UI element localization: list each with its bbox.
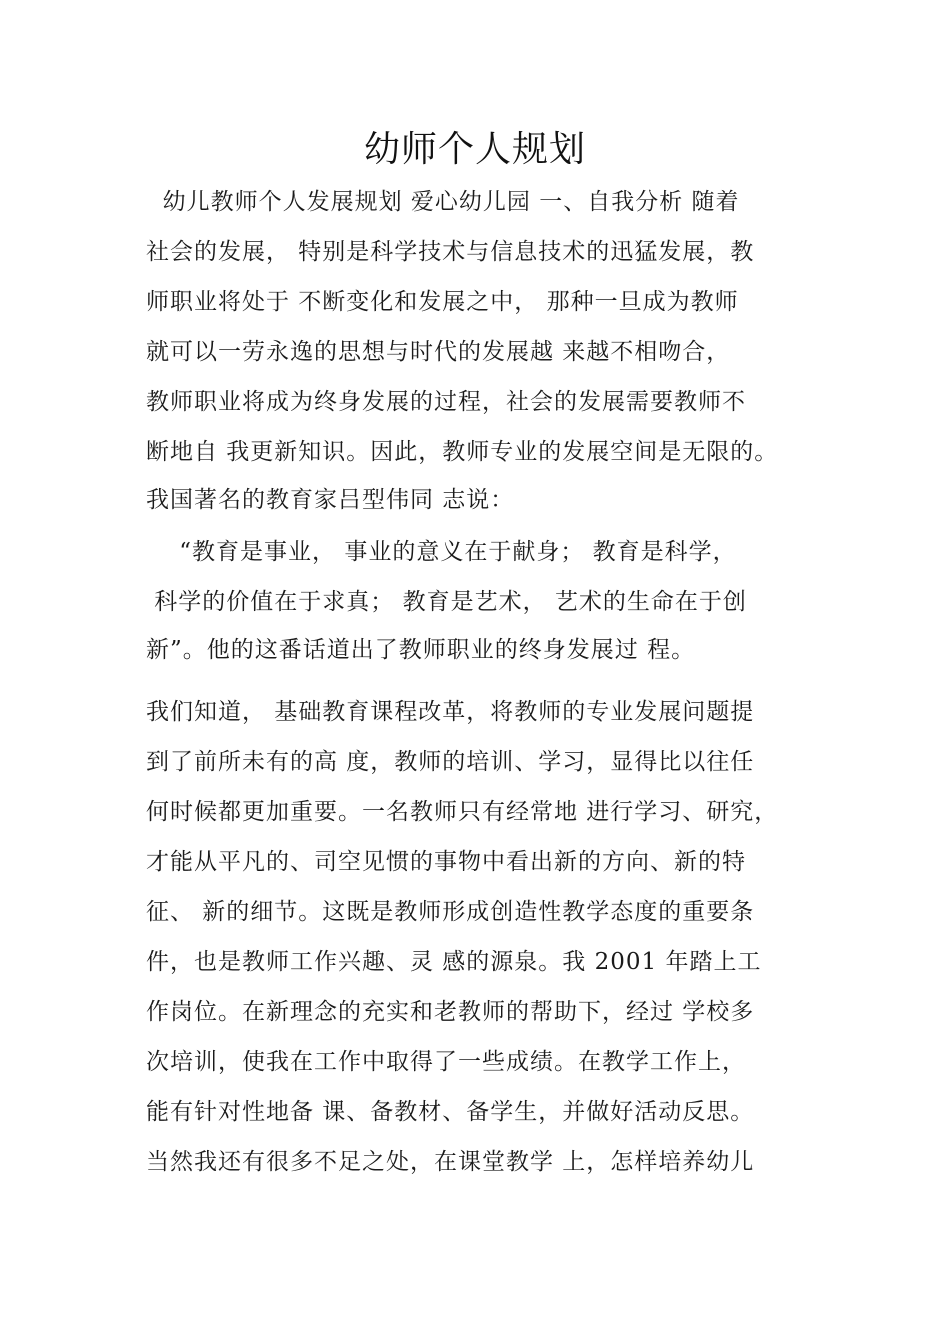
document-title: 幼师个人规划 (363, 129, 586, 170)
paragraph2-line-2: 到了前所未有的高 度，教师的培训、学习，显得比以往任 (146, 749, 755, 775)
paragraph1-line-5: 教师职业将成为终身发展的过程，社会的发展需要教师不 (146, 389, 746, 415)
paragraph1-line-1: 幼儿教师个人发展规划 爱心幼儿园 一、自我分析 随着 (146, 189, 740, 215)
paragraph2-line-6: 件，也是教师工作兴趣、灵 感的源泉。我 2001 年踏上工 (146, 949, 762, 975)
paragraph2-line-8: 次培训，使我在工作中取得了一些成绩。在教学工作上， (146, 1049, 746, 1075)
quote-line-2: 科学的价值在于求真； 教育是艺术， 艺术的生命在于创 (146, 589, 747, 615)
paragraph2-line-4: 才能从平凡的、司空见惯的事物中看出新的方向、新的特 (146, 849, 746, 875)
paragraph2-line-10: 当然我还有很多不足之处，在课堂教学 上，怎样培养幼儿 (146, 1149, 755, 1175)
quote-line-1: “教育是事业， 事业的意义在于献身； 教育是科学， (146, 539, 737, 565)
paragraph1-line-2: 社会的发展， 特别是科学技术与信息技术的迅猛发展，教 (146, 239, 755, 265)
quote-line-3: 新”。他的这番话道出了教师职业的终身发展过 程。 (146, 637, 696, 663)
paragraph2-line-1: 我们知道， 基础教育课程改革，将教师的专业发展问题提 (146, 699, 755, 725)
paragraph2-line-9: 能有针对性地备 课、备教材、备学生，并做好活动反思。 (146, 1099, 755, 1125)
paragraph1-line-3: 师职业将处于 不断变化和发展之中， 那种一旦成为教师 (146, 289, 739, 315)
paragraph1-line-4: 就可以一劳永逸的思想与时代的发展越 来越不相吻合， (146, 339, 731, 365)
paragraph2-line-5: 征、 新的细节。这既是教师形成创造性教学态度的重要条 (146, 899, 755, 925)
paragraph1-line-7: 我国著名的教育家吕型伟同 志说： (146, 487, 515, 513)
paragraph2-line-3: 何时候都更加重要。一名教师只有经常地 进行学习、研究， (146, 799, 779, 825)
paragraph2-line-7: 作岗位。在新理念的充实和老教师的帮助下，经过 学校多 (146, 999, 755, 1025)
paragraph1-line-6: 断地自 我更新知识。因此，教师专业的发展空间是无限的。 (146, 439, 779, 465)
